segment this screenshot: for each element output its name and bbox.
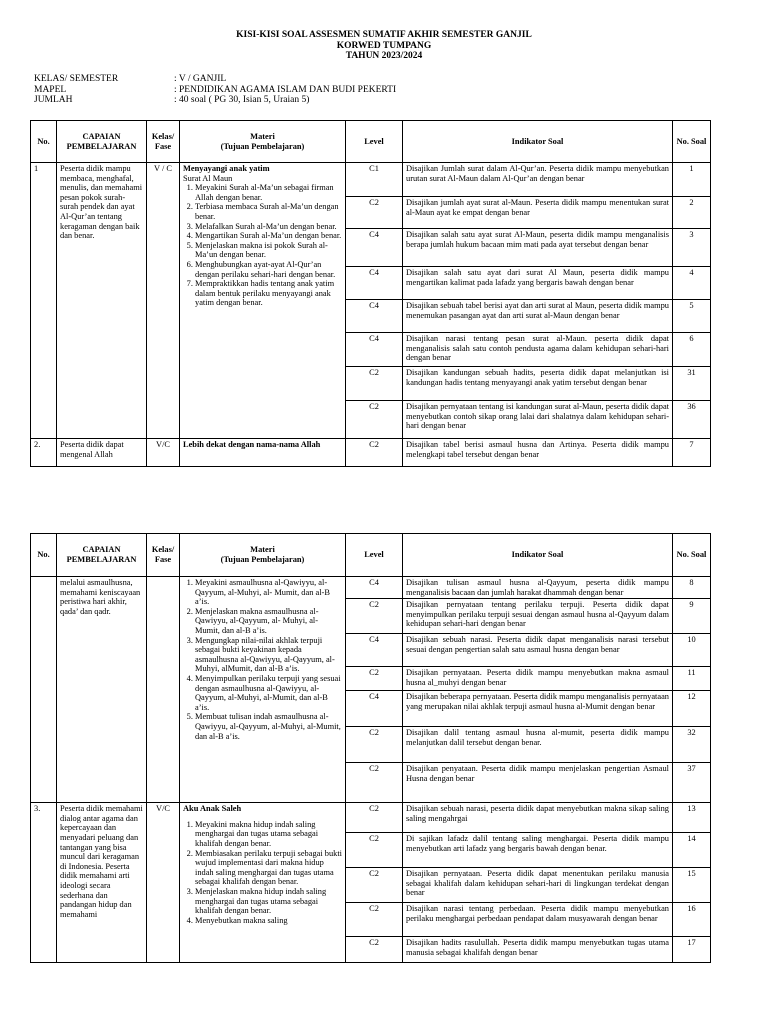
cell-indikator: Disajikan penyataan. Peserta didik mampu menjelaskan pengertian Asmaul Husna dengan benar — [403, 763, 673, 803]
cell-level: C2 — [346, 439, 403, 467]
cell-nosoal: 32 — [673, 727, 711, 763]
cell-indikator: Disajikan hadits rasulullah. Peserta didik mampu menyebutkan tugas utama manusia sebagai khalifah dengan benar — [403, 937, 673, 963]
list-item: 1. Meyakini makna hidup indah saling menghargai dan tugas utama sebagai khalifah dengan benar. — [195, 820, 342, 849]
cell-indikator: Disajikan jumlah ayat surat al-Maun. Peserta didik mampu menentukan surat al-Maun ayat ke empat dengan benar — [403, 197, 673, 229]
col-header-materi — [180, 534, 346, 577]
table-row — [31, 439, 711, 467]
cell-level: C2 — [346, 197, 403, 229]
list-item: 4. Menyebutkan makna saling — [195, 916, 342, 926]
cell-indikator: Disajikan beberapa pernyataan. Peserta didik mampu menganalisis pernyataan yang merupakan nilai akhlak terpuji asmaul husna al-Mumit dengan benar — [403, 691, 673, 727]
col-header-cp: CAPAIAN PEMBELAJARAN — [57, 121, 147, 163]
cell-cp: melalui asmaulhusna, memahami keniscayaan peristiwa hari akhir, qada’ dan qadr. — [57, 577, 147, 803]
cell-nosoal: 15 — [673, 868, 711, 903]
cell-nosoal: 11 — [673, 667, 711, 691]
cell-indikator: Disajikan pernyataan. Peserta didik dapat menentukan perilaku manusia sebagai khalifah dalam kehidupan sehari-hari di lingkungan terdekat dengan benar — [403, 868, 673, 903]
list-item: 3. Melafalkan Surah al-Ma’un dengan benar. — [195, 222, 342, 232]
cell-level: C4 — [346, 333, 403, 367]
table-header-row — [31, 534, 711, 577]
list-item: 3. Mengungkap nilai-nilai akhlak terpuji sebagai bukti keyakinan kepada asmaulhusna al-Qawiyyu, al-Qayyum, al-Muhyi, alMumit, dan al-B a’is. — [195, 636, 342, 674]
cell-level: C2 — [346, 667, 403, 691]
col-header-cp: CAPAIAN PEMBELAJARAN — [57, 534, 147, 577]
cell-kelas — [147, 577, 180, 803]
cell-level: C1 — [346, 163, 403, 197]
cell-level: C2 — [346, 937, 403, 963]
cell-indikator: Disajikan salah satu ayat surat Al-Maun, peserta didik mampu menganalisis berapa jumlah hukum bacaan mim mati pada ayat tersebut dengan benar — [403, 229, 673, 267]
cell-materi: Lebih dekat dengan nama-nama Allah — [180, 439, 346, 467]
cell-nosoal: 36 — [673, 401, 711, 439]
cell-no — [31, 577, 57, 803]
cell-indikator: Disajikan sebuah narasi, peserta didik dapat menyebutkan makna sikap saling saling mengahrgai — [403, 803, 673, 833]
cell-indikator: Di sajikan lafadz dalil tentang saling menghargai. Peserta didik mampu menyebutkan arti lafadz yang bergaris bawah dengan benar. — [403, 833, 673, 868]
list-item: 5. Membuat tulisan indah asmaulhusna al-Qawiyyu, al-Qayyum, al-Muhyi, al-Mumit, dan al-B a’is. — [195, 712, 342, 741]
cell-level: C4 — [346, 229, 403, 267]
col-header-materi-sub: (Tujuan Pembelajaran) — [220, 555, 305, 564]
cell-nosoal: 3 — [673, 229, 711, 267]
cell-indikator: Disajikan tabel berisi asmaul husna dan Artinya. Peserta didik mampu melengkapi tabel tersebut dengan benar — [403, 439, 673, 467]
cell-indikator: Disajikan sebuah narasi. Peserta didik dapat menganalisis narasi tersebut sesuai dengan pengertian salah satu asmaul husna dengan benar — [403, 634, 673, 667]
list-item: 4. Mengartikan Surah al-Ma’un dengan benar. — [195, 231, 342, 241]
cell-indikator: Disajikan kandungan sebuah hadits, peserta didik dapat melanjutkan isi kandungan hadis tentang menyayangi anak yatim tersebut dengan benar — [403, 367, 673, 401]
list-item: 3. Menjelaskan makna hidup indah saling menghargai dan tugas utama sebagai khalifah dengan benar. — [195, 887, 342, 916]
cell-level: C2 — [346, 903, 403, 937]
meta-row — [34, 85, 396, 96]
cell-level: C2 — [346, 803, 403, 833]
list-item: 5. Menjelaskan makna isi pokok Surah al-Ma’un dengan benar. — [195, 241, 342, 260]
cell-indikator: Disajikan pernyataan. Peserta didik mampu menyebutkan makna asmaul husna al_muhyi dengan benar — [403, 667, 673, 691]
kisi-kisi-table-1 — [30, 120, 711, 467]
cell-level: C4 — [346, 577, 403, 599]
cell-nosoal: 4 — [673, 267, 711, 300]
materi-title: Menyayangi anak yatim — [183, 164, 270, 173]
list-item: 2. Membiasakan perilaku terpuji sebagai bukti wujud implementasi dari makna hidup indah saling menghargai dan tugas utama sebagai khalifah dengan benar. — [195, 849, 342, 887]
cell-kelas: V/C — [147, 439, 180, 467]
cell-level: C4 — [346, 267, 403, 300]
materi-list — [183, 183, 342, 308]
cell-level: C2 — [346, 401, 403, 439]
cell-indikator: Disajikan pernyataan tentang perilaku terpuji. Peserta didik dapat menyimpulkan perilaku terpuji sesuai dengan asmaul husna al-Qayyum dalam kehidupan sehari-hari dengan benar — [403, 599, 673, 634]
col-header-materi-sub: (Tujuan Pembelajaran) — [220, 141, 305, 151]
cell-nosoal: 5 — [673, 300, 711, 333]
cell-level: C2 — [346, 367, 403, 401]
cell-kelas: V/C — [147, 803, 180, 963]
col-header-level: Level — [346, 534, 403, 577]
cell-nosoal: 14 — [673, 833, 711, 868]
cell-nosoal: 8 — [673, 577, 711, 599]
col-header-nosoal: No. Soal — [673, 121, 711, 163]
cell-nosoal: 12 — [673, 691, 711, 727]
cell-indikator: Disajikan narasi tentang pesan surat al-Maun. peserta didik dapat menganalisis salah satu contoh pendusta agama dalam kehidupan sehari-hari dengan benar — [403, 333, 673, 367]
materi-subtitle: Surat Al Maun — [183, 173, 233, 183]
list-item: 2. Terbiasa membaca Surah al-Ma’un dengan benar. — [195, 202, 342, 221]
meta-value: : V / GANJIL — [174, 74, 227, 84]
cell-level: C2 — [346, 599, 403, 634]
cell-level: C4 — [346, 634, 403, 667]
header-year: TAHUN 2023/2024 — [345, 51, 423, 61]
cell-cp: Peserta didik dapat mengenal Allah — [57, 439, 147, 467]
cell-nosoal: 31 — [673, 367, 711, 401]
header-title: KISI-KISI SOAL ASSESMEN SUMATIF AKHIR SEMESTER GANJIL — [236, 30, 532, 40]
meta-row — [34, 95, 396, 106]
table-header-row — [31, 121, 711, 163]
meta-key: KELAS/ SEMESTER — [34, 74, 119, 84]
col-header-indikator: Indikator Soal — [403, 534, 673, 577]
list-item: 6. Menghubungkan ayat-ayat Al-Qur’an dengan perilaku sehari-hari dengan benar. — [195, 260, 342, 279]
list-item: 1. Meyakini Surah al-Ma’un sebagai firman Allah dengan benar. — [195, 183, 342, 202]
cell-no: 3. — [31, 803, 57, 963]
cell-cp: Peserta didik mampu membaca, menghafal, menulis, dan memahami pesan pokok surah-surah pendek dan ayat Al-Qur’an tentang keragaman dengan baik dan benar. — [57, 163, 147, 439]
document-header — [0, 30, 768, 62]
col-header-no: No. — [31, 121, 57, 163]
cell-level: C4 — [346, 300, 403, 333]
table-row — [31, 803, 711, 833]
table-row — [31, 577, 711, 599]
cell-indikator: Disajikan pernyataan tentang isi kandungan surat al-Maun, peserta didik dapat menyebutkan contoh sikap orang lalai dari shalatnya dalam kehidupan sehari-hari dengan benar — [403, 401, 673, 439]
col-header-materi — [180, 121, 346, 163]
cell-level: C2 — [346, 833, 403, 868]
cell-nosoal: 13 — [673, 803, 711, 833]
table-row — [31, 163, 711, 197]
meta-value: : 40 soal ( PG 30, Isian 5, Uraian 5) — [174, 95, 310, 105]
cell-indikator: Disajikan tulisan asmaul husna al-Qayyum, peserta didik mampu menganalisis bacaan dan jumlah harakat dhammah dengan benar — [403, 577, 673, 599]
cell-nosoal: 9 — [673, 599, 711, 634]
list-item: 2. Menjelaskan makna asmaulhusna al-Qawiyyu, al-Qayyum, al- Muhyi, al-Mumit, dan al-B a’is. — [195, 607, 342, 636]
meta-key: JUMLAH — [34, 95, 73, 105]
cell-nosoal: 6 — [673, 333, 711, 367]
materi-list — [183, 820, 342, 926]
cell-nosoal: 1 — [673, 163, 711, 197]
document-meta — [34, 74, 396, 106]
cell-nosoal: 10 — [673, 634, 711, 667]
col-header-kelas: Kelas/ Fase — [147, 121, 180, 163]
list-item: 7. Mempraktikkan hadis tentang anak yatim dalam bentuk perilaku menyayangi anak yatim dengan benar. — [195, 279, 342, 308]
list-item: 4. Menyimpulkan perilaku terpuji yang sesuai dengan asmaulhusna al-Qawiyyu, al-Qayyum, al-Muhyi, al-Mumit, dan al-B a’is. — [195, 674, 342, 712]
materi-title: Aku Anak Saleh — [183, 804, 242, 814]
cell-cp: Peserta didik memahami dialog antar agama dan kepercayaan dan menyadari peluang dan tantangan yang bisa muncul dari keragaman di Indonesia. Peserta didik memahami arti ideologi secara sederhana dan pandangan hidup dan memahami — [57, 803, 147, 963]
cell-materi — [180, 163, 346, 439]
col-header-materi-title: Materi — [250, 131, 275, 141]
col-header-nosoal: No. Soal — [673, 534, 711, 577]
cell-indikator: Disajikan dalil tentang asmaul husna al-mumit, peserta didik mampu melanjutkan dalil tersebut dengan benar. — [403, 727, 673, 763]
col-header-indikator: Indikator Soal — [403, 121, 673, 163]
header-subtitle: KORWED TUMPANG — [336, 40, 432, 51]
cell-no: 1 — [31, 163, 57, 439]
col-header-no: No. — [31, 534, 57, 577]
cell-nosoal: 16 — [673, 903, 711, 937]
cell-indikator: Disajikan sebuah tabel berisi ayat dan arti surat al Maun, peserta didik mampu menemukan pasangan ayat dan arti surat al-Maun dengan benar — [403, 300, 673, 333]
cell-nosoal: 37 — [673, 763, 711, 803]
meta-row — [34, 74, 396, 85]
cell-indikator: Disajikan narasi tentang perbedaan. Peserta didik mampu menyebutkan perilaku menghargai perbedaan pendapat dalam musyawarah dengan benar — [403, 903, 673, 937]
col-header-kelas: Kelas/ Fase — [147, 534, 180, 577]
meta-value: : PENDIDIKAN AGAMA ISLAM DAN BUDI PEKERTI — [174, 84, 397, 95]
cell-nosoal: 17 — [673, 937, 711, 963]
col-header-level: Level — [346, 121, 403, 163]
cell-no: 2. — [31, 439, 57, 467]
list-item: 1. Meyakini asmaulhusna al-Qawiyyu, al-Qayyum, al-Muhyi, al- Mumit, dan al-B a’is. — [195, 578, 342, 607]
cell-indikator: Disajikan Jumlah surat dalam Al-Qur’an. Peserta didik mampu menyebutkan urutan surat Al-Maun dalam Al-Qur’an dengan benar — [403, 163, 673, 197]
cell-level: C4 — [346, 691, 403, 727]
cell-level: C2 — [346, 727, 403, 763]
cell-materi — [180, 803, 346, 963]
kisi-kisi-table-2 — [30, 533, 711, 963]
cell-kelas: V / C — [147, 163, 180, 439]
cell-level: C2 — [346, 868, 403, 903]
cell-indikator: Disajikan salah satu ayat dari surat Al Maun, peserta didik mampu mengartikan kalimat pada lafadz yang bergaris bawah dengan benar — [403, 267, 673, 300]
cell-materi — [180, 577, 346, 803]
cell-level: C2 — [346, 763, 403, 803]
meta-key: MAPEL — [34, 84, 67, 95]
cell-nosoal: 7 — [673, 439, 711, 467]
materi-list — [183, 578, 342, 741]
col-header-materi-title: Materi — [250, 545, 275, 555]
cell-nosoal: 2 — [673, 197, 711, 229]
